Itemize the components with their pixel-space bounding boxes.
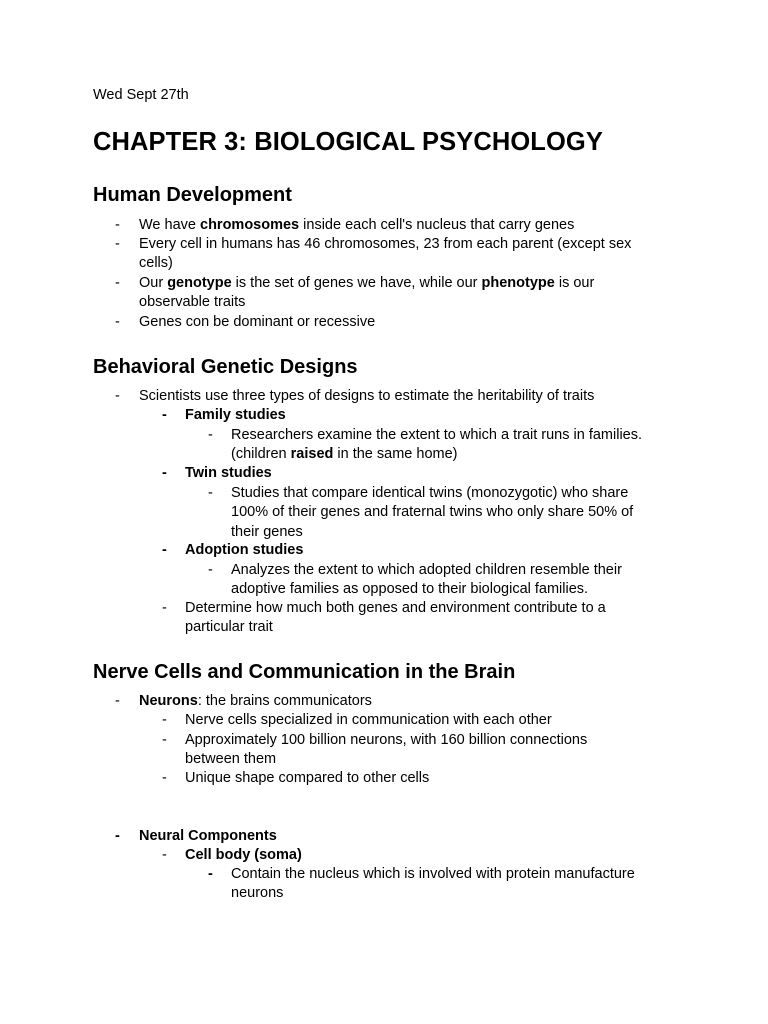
list-item bbox=[231, 865, 635, 904]
item-text: cells) bbox=[139, 255, 173, 272]
item-text: between them bbox=[185, 751, 277, 768]
list-item bbox=[231, 561, 622, 600]
bold-term-neurons: Neurons bbox=[139, 693, 198, 709]
bold-term-raised: raised bbox=[290, 446, 334, 463]
list-item bbox=[231, 426, 642, 465]
bullet-dash: - bbox=[115, 828, 120, 844]
item-text: Researchers examine the extent to which a trait runs in families. bbox=[231, 427, 643, 443]
item-text: adoptive families as opposed to their biological families. bbox=[231, 581, 589, 598]
list-item bbox=[139, 692, 372, 711]
list-item bbox=[185, 731, 587, 770]
item-text: : the brains communicators bbox=[197, 693, 372, 709]
bullet-dash: - bbox=[162, 600, 167, 616]
heading-behavioral-genetic-designs: Behavioral Genetic Designs bbox=[93, 356, 358, 378]
list-item bbox=[139, 216, 574, 235]
bullet-dash: - bbox=[208, 427, 213, 443]
heading-human-development: Human Development bbox=[93, 184, 292, 206]
bullet-dash: - bbox=[115, 236, 120, 252]
bullet-dash: - bbox=[115, 388, 120, 404]
bullet-dash: - bbox=[208, 485, 213, 501]
item-text: is our bbox=[554, 275, 595, 291]
bold-term-chromosomes: chromosomes bbox=[200, 217, 300, 233]
bullet-dash: - bbox=[162, 465, 167, 481]
list-item-cell-body: Cell body (soma) bbox=[185, 847, 302, 863]
bullet-dash: - bbox=[115, 314, 120, 330]
list-item bbox=[185, 599, 606, 638]
item-text: Studies that compare identical twins (monozygotic) who share bbox=[231, 485, 629, 501]
list-item bbox=[231, 484, 633, 542]
list-item bbox=[139, 313, 375, 332]
list-item: Scientists use three types of designs to estimate the heritability of traits bbox=[139, 388, 595, 404]
item-line bbox=[139, 274, 594, 293]
item-text: is the set of genes we have, while our bbox=[231, 275, 482, 291]
item-text: Determine how much both genes and environment contribute to a bbox=[185, 600, 606, 616]
date-text: Wed Sept 27th bbox=[93, 87, 189, 103]
bullet-dash: - bbox=[115, 217, 120, 233]
bullet-dash: - bbox=[162, 542, 167, 558]
bullet-dash: - bbox=[115, 693, 120, 709]
list-item-adoption-studies: Adoption studies bbox=[185, 542, 304, 558]
list-item bbox=[139, 274, 594, 313]
item-text: Genes con be dominant or recessive bbox=[139, 314, 376, 330]
list-item-neural-components: Neural Components bbox=[139, 828, 277, 844]
item-text: Contain the nucleus which is involved with protein manufacture bbox=[231, 866, 635, 882]
bullet-dash: - bbox=[162, 847, 167, 863]
item-text: (children bbox=[231, 446, 291, 463]
bullet-dash: - bbox=[162, 732, 167, 748]
item-text: Analyzes the extent to which adopted children resemble their bbox=[231, 562, 622, 578]
list-item-twin-studies: Twin studies bbox=[185, 465, 272, 481]
list-item bbox=[139, 235, 631, 274]
item-text: We have bbox=[139, 217, 200, 233]
list-item: Nerve cells specialized in communication with each other bbox=[185, 712, 552, 728]
item-text: Approximately 100 billion neurons, with 160 billion connections bbox=[185, 732, 588, 748]
bullet-dash: - bbox=[162, 407, 167, 423]
list-item: Unique shape compared to other cells bbox=[185, 770, 430, 786]
page-title: CHAPTER 3: BIOLOGICAL PSYCHOLOGY bbox=[93, 128, 603, 156]
item-text: Our bbox=[139, 275, 168, 291]
list-item-family-studies: Family studies bbox=[185, 407, 286, 423]
heading-nerve-cells: Nerve Cells and Communication in the Brain bbox=[93, 661, 516, 683]
bullet-dash: - bbox=[115, 275, 120, 291]
item-text: in the same home) bbox=[333, 446, 458, 463]
item-text: Every cell in humans has 46 chromosomes, 23 from each parent (except sex bbox=[139, 236, 632, 252]
item-line bbox=[231, 445, 642, 464]
bullet-dash: - bbox=[208, 866, 213, 882]
item-text: their genes bbox=[231, 523, 303, 540]
bold-term-phenotype: phenotype bbox=[481, 275, 555, 291]
item-text: observable traits bbox=[139, 294, 246, 311]
item-text: inside each cell's nucleus that carry genes bbox=[299, 217, 575, 233]
bullet-dash: - bbox=[208, 562, 213, 578]
bullet-dash: - bbox=[162, 712, 167, 728]
bullet-dash: - bbox=[162, 770, 167, 786]
item-text: particular trait bbox=[185, 619, 273, 636]
item-text: neurons bbox=[231, 885, 284, 902]
bold-term-genotype: genotype bbox=[167, 275, 232, 291]
item-text: 100% of their genes and fraternal twins who only share 50% of bbox=[231, 504, 634, 521]
